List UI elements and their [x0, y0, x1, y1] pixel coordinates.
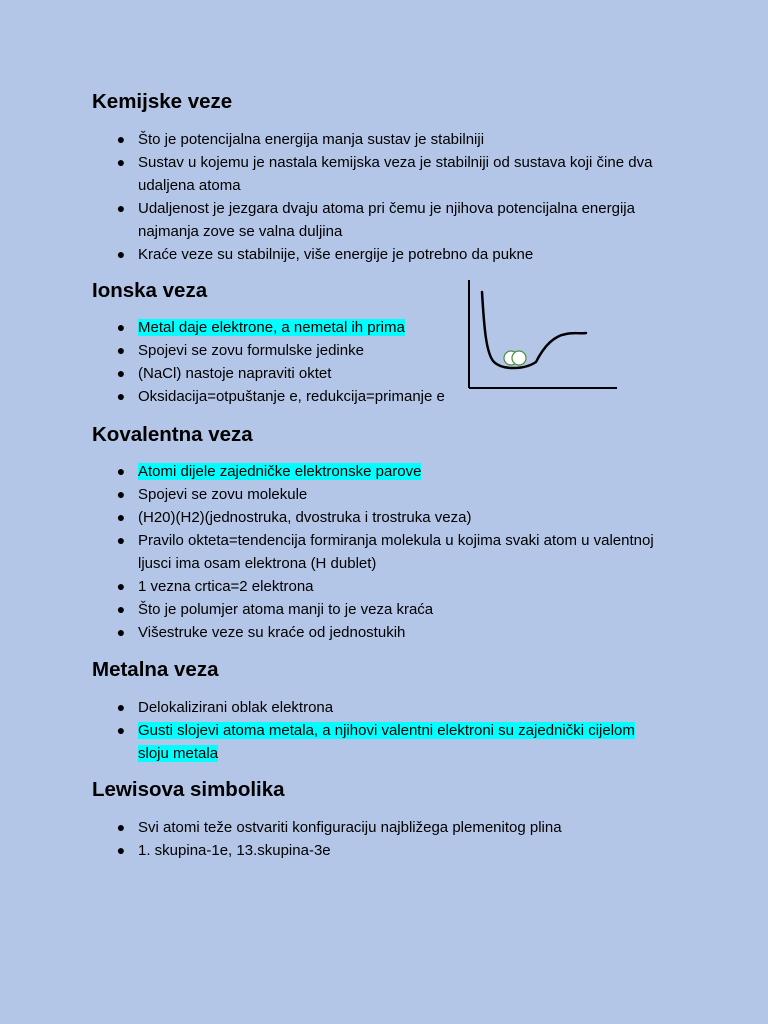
- bullet-icon: ●: [116, 319, 126, 335]
- list-item-text: (H20)(H2)(jednostruka, dvostruka i trostruka veza): [138, 509, 472, 526]
- section-list-metalna-veza: [0, 696, 768, 765]
- list-item-text: Spojevi se zovu formulske jedinke: [138, 342, 364, 359]
- section-title-metalna-veza: Metalna veza: [92, 658, 219, 681]
- section-title-ionska-veza: Ionska veza: [92, 279, 208, 302]
- list-item-text: Što je potencijalna energija manja sustav je stabilniji: [138, 131, 485, 148]
- bullet-icon: ●: [116, 365, 126, 381]
- list-item-text: 1. skupina-1e, 13.skupina-3e: [138, 842, 331, 859]
- bullet-icon: ●: [116, 388, 126, 404]
- list-item: [0, 839, 658, 862]
- bullet-icon: ●: [116, 699, 126, 715]
- bullet-icon: ●: [116, 463, 126, 479]
- list-item: [0, 696, 658, 719]
- section-title-kemijske-veze: Kemijske veze: [92, 90, 233, 113]
- list-item-text: Pravilo okteta=tendencija formiranja molekula u kojima svaki atom u valentnoj ljusci ima osam elektrona (H dublet): [138, 532, 654, 572]
- bullet-icon: ●: [116, 578, 126, 594]
- list-item-text: Svi atomi teže ostvariti konfiguraciju najbližega plemenitog plina: [138, 819, 562, 836]
- bullet-icon: ●: [116, 246, 126, 262]
- bullet-icon: ●: [116, 131, 126, 147]
- atom-circle-icon: [512, 351, 526, 365]
- potential-energy-sketch: [462, 276, 622, 396]
- list-item: [0, 598, 658, 621]
- section-list-ionska-veza: [0, 316, 768, 408]
- section-list-lewisova-simbolika: [0, 816, 768, 862]
- list-item: [0, 128, 658, 151]
- bullet-icon: ●: [116, 601, 126, 617]
- bullet-icon: ●: [116, 722, 126, 738]
- list-item-text-highlighted: Gusti slojevi atoma metala, a njihovi valentni elektroni su zajednički cijelom sloju metala: [138, 722, 635, 762]
- list-item-text: Udaljenost je jezgara dvaju atoma pri čemu je njihova potencijalna energija najmanja zove se valna duljina: [138, 200, 635, 240]
- bullet-icon: ●: [116, 200, 126, 216]
- list-item-text: Kraće veze su stabilnije, više energije je potrebno da pukne: [138, 246, 534, 263]
- list-item: [0, 197, 658, 243]
- bullet-icon: ●: [116, 624, 126, 640]
- bullet-icon: ●: [116, 842, 126, 858]
- list-item: [0, 151, 658, 197]
- list-item-text: Spojevi se zovu molekule: [138, 486, 308, 503]
- list-item-text-highlighted: Atomi dijele zajedničke elektronske parove: [138, 463, 422, 480]
- bullet-icon: ●: [116, 509, 126, 525]
- section-list-kovalentna-veza: [0, 460, 768, 644]
- bullet-icon: ●: [116, 154, 126, 170]
- bullet-icon: ●: [116, 532, 126, 548]
- list-item-text-highlighted: Metal daje elektrone, a nemetal ih prima: [138, 319, 405, 336]
- list-item: [0, 243, 658, 266]
- list-item: [0, 621, 658, 644]
- sketch-curve: [482, 292, 586, 368]
- list-item: [0, 529, 658, 575]
- list-item-text: Višestruke veze su kraće od jednostukih: [138, 624, 406, 641]
- section-list-kemijske-veze: [0, 128, 768, 266]
- list-item-text: Sustav u kojemu je nastala kemijska veza je stabilniji od sustava koji čine dva udaljena atoma: [138, 154, 653, 194]
- section-title-kovalentna-veza: Kovalentna veza: [92, 423, 253, 446]
- list-item-text: (NaCl) nastoje napraviti oktet: [138, 365, 332, 382]
- bullet-icon: ●: [116, 342, 126, 358]
- list-item: [0, 575, 658, 598]
- list-item: [0, 460, 658, 483]
- list-item: [0, 506, 658, 529]
- list-item-text: Oksidacija=otpuštanje e, redukcija=primanje e: [138, 388, 445, 405]
- list-item: [0, 816, 658, 839]
- section-title-lewisova-simbolika: Lewisova simbolika: [92, 778, 285, 801]
- list-item-text: 1 vezna crtica=2 elektrona: [138, 578, 314, 595]
- bullet-icon: ●: [116, 486, 126, 502]
- list-item-text: Što je polumjer atoma manji to je veza kraća: [138, 601, 434, 618]
- bullet-icon: ●: [116, 819, 126, 835]
- list-item-text: Delokalizirani oblak elektrona: [138, 699, 334, 716]
- list-item: [0, 483, 658, 506]
- list-item: [0, 719, 658, 765]
